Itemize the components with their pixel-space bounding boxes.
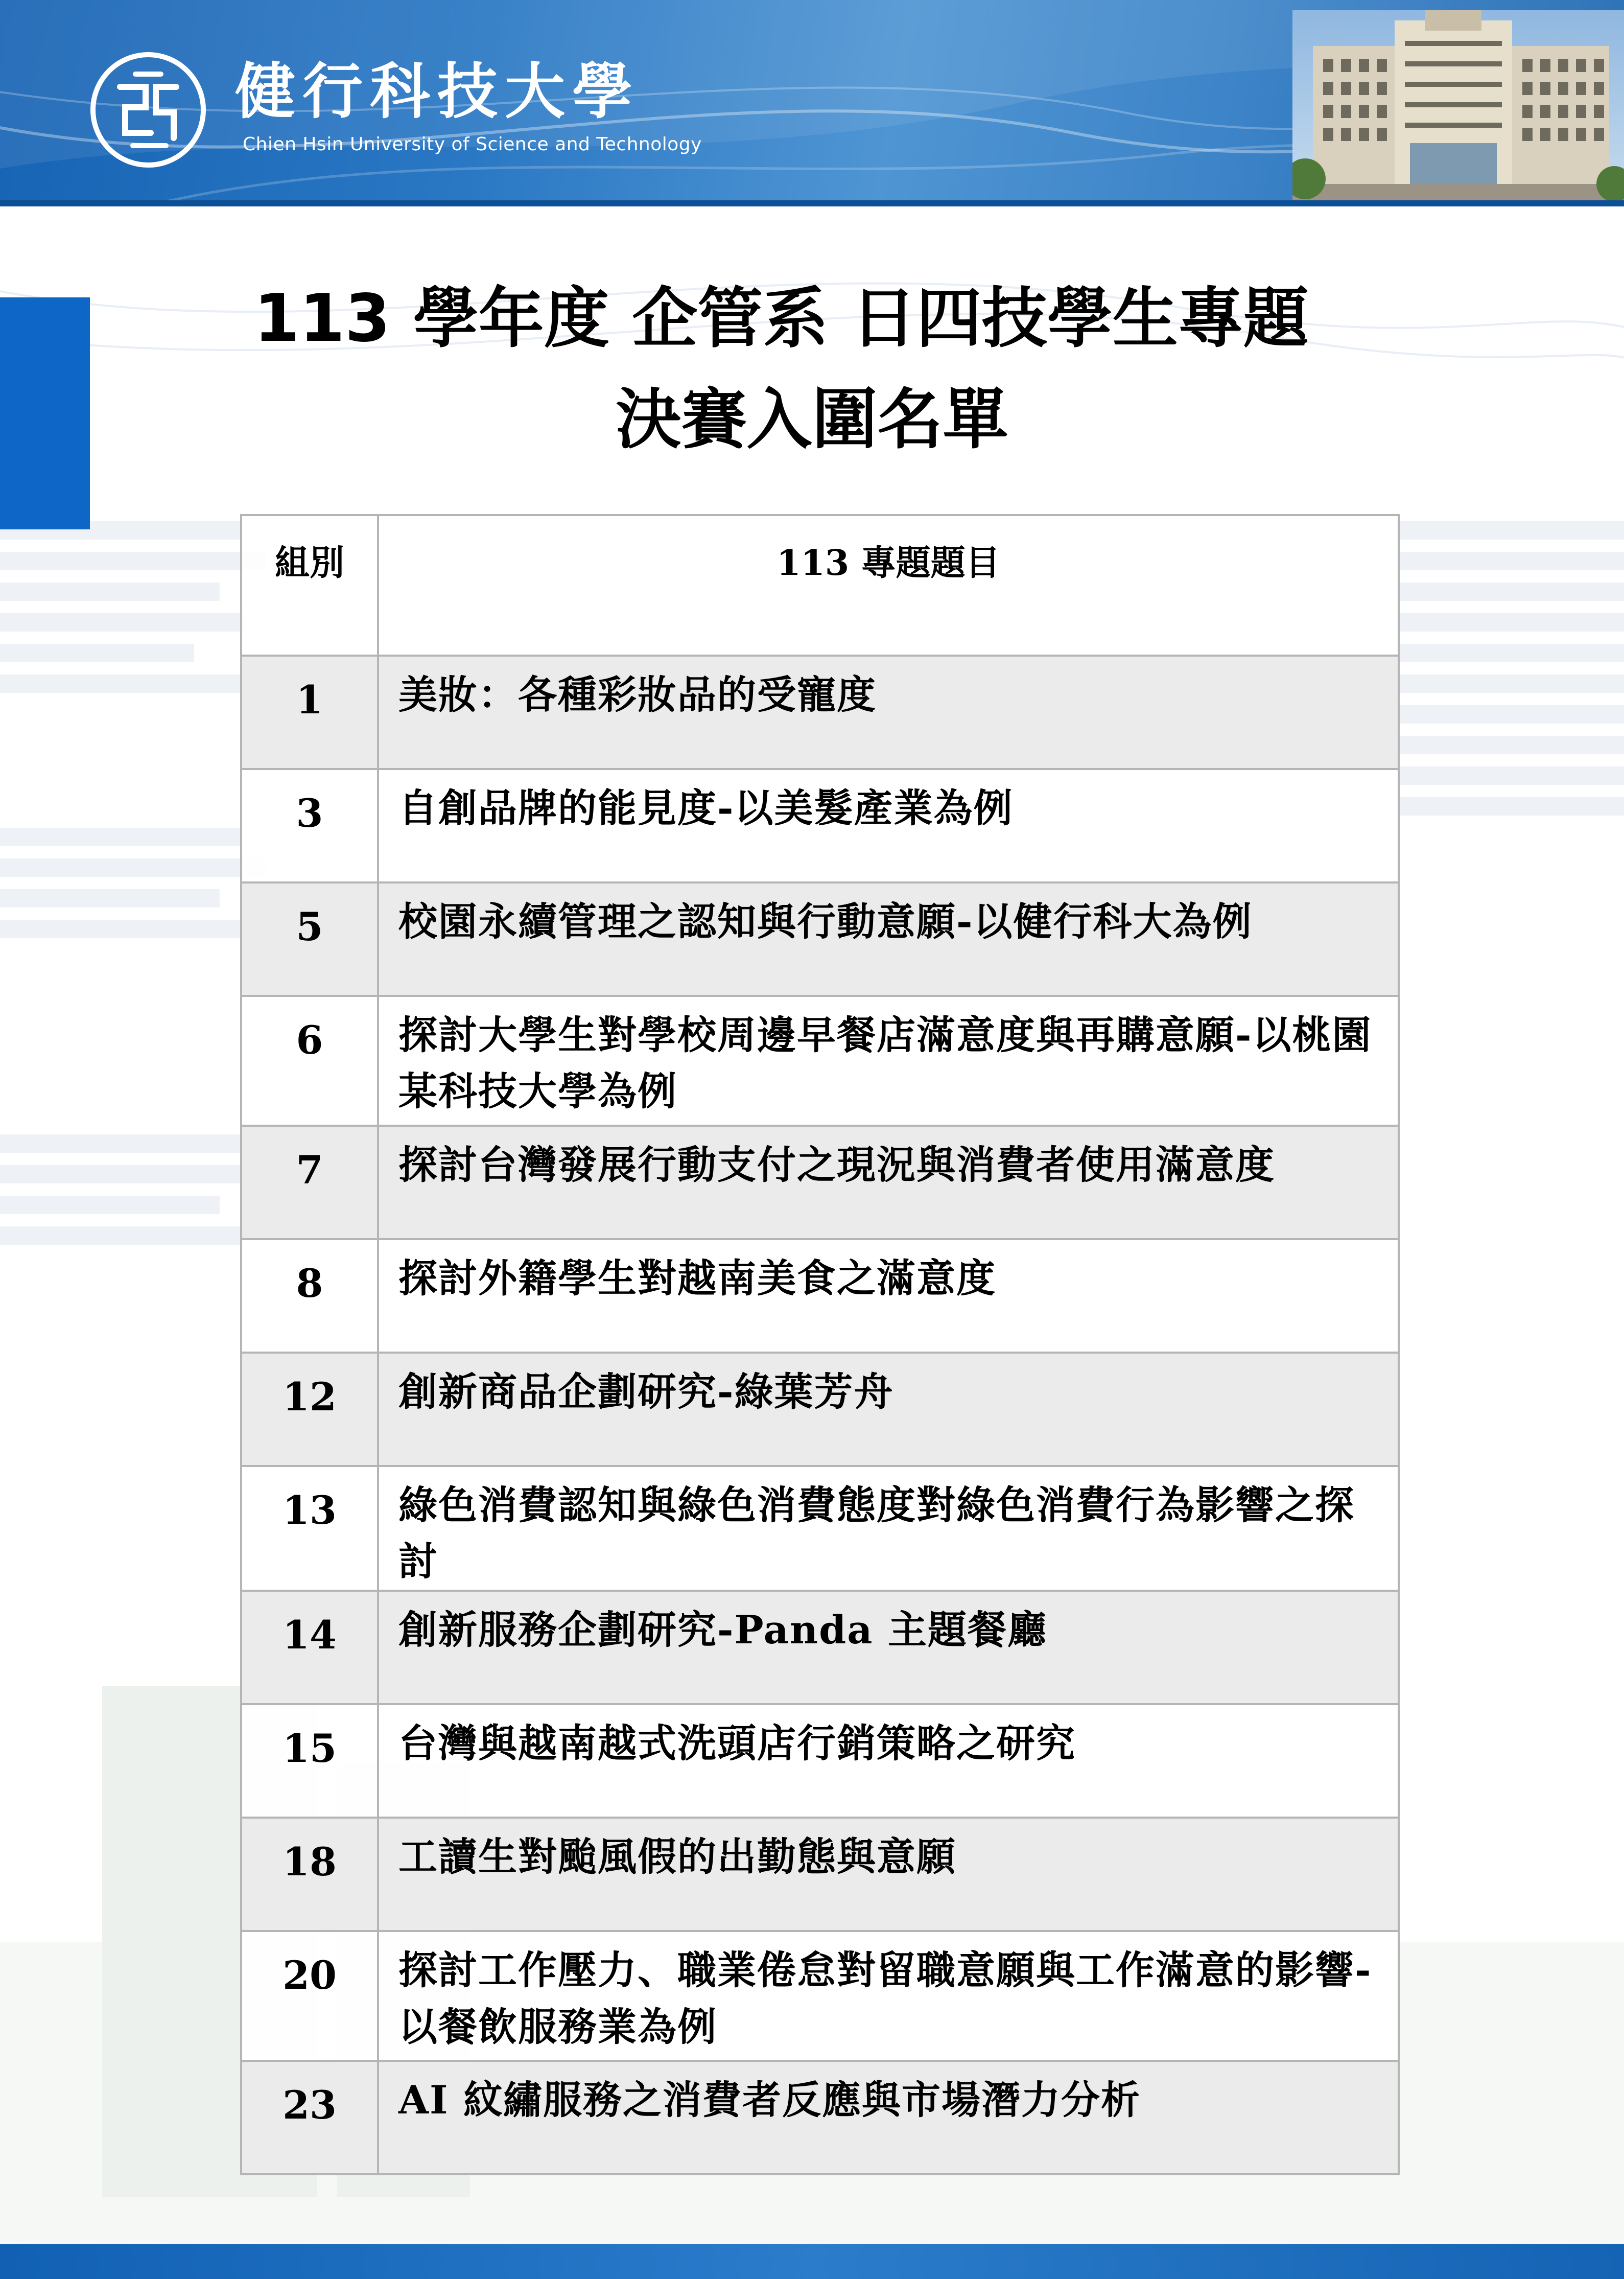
footer-bar: [0, 2244, 1624, 2279]
table-row: [241, 1126, 1399, 1239]
table-row: [241, 1704, 1399, 1818]
group-number: 23: [241, 2061, 378, 2174]
table-row: [241, 1931, 1399, 2061]
table-row: [241, 2061, 1399, 2174]
table-row: [241, 1818, 1399, 1931]
table-row: [241, 656, 1399, 769]
topic-title: 探討工作壓力、職業倦怠對留職意願與工作滿意的影響-以餐飲服務業為例: [378, 1931, 1399, 2061]
building-photo: [1292, 10, 1624, 204]
group-number: 12: [241, 1353, 378, 1466]
topic-title: 創新服務企劃研究-Panda 主題餐廳: [378, 1591, 1399, 1704]
topic-title: 綠色消費認知與綠色消費態度對綠色消費行為影響之探討: [378, 1466, 1399, 1591]
group-number: 18: [241, 1818, 378, 1931]
page-title: 113 學年度 企管系 日四技學生專題: [254, 281, 1309, 357]
header-banner: [0, 0, 1624, 204]
table-row: [241, 769, 1399, 882]
group-number: 20: [241, 1931, 378, 2061]
group-number: 14: [241, 1591, 378, 1704]
group-number: 3: [241, 769, 378, 882]
topic-title: 探討外籍學生對越南美食之滿意度: [378, 1239, 1399, 1353]
topic-title: 台灣與越南越式洗頭店行銷策略之研究: [378, 1704, 1399, 1818]
group-number: 13: [241, 1466, 378, 1591]
topic-title: 美妝：各種彩妝品的受寵度: [378, 656, 1399, 769]
topic-title: 探討台灣發展行動支付之現況與消費者使用滿意度: [378, 1126, 1399, 1239]
page-subtitle: 決賽入圍名單: [616, 382, 1008, 458]
group-number: 15: [241, 1704, 378, 1818]
topic-title: 校園永續管理之認知與行動意願-以健行科大為例: [378, 882, 1399, 996]
table-row: [241, 1353, 1399, 1466]
table-row: [241, 882, 1399, 996]
table-row: [241, 1466, 1399, 1591]
header-group: 組別: [241, 515, 378, 656]
header-topic: 113 專題題目: [378, 515, 1399, 656]
group-number: 5: [241, 882, 378, 996]
topic-title: AI 紋繡服務之消費者反應與市場潛力分析: [378, 2061, 1399, 2174]
university-logo-icon: [89, 51, 207, 169]
group-number: 7: [241, 1126, 378, 1239]
topic-title: 創新商品企劃研究-綠葉芳舟: [378, 1353, 1399, 1466]
table-header-row: [241, 515, 1399, 656]
university-name-chinese: 健行科技大學: [235, 56, 640, 127]
table-row: [241, 996, 1399, 1126]
group-number: 1: [241, 656, 378, 769]
topic-title: 工讀生對颱風假的出勤態與意願: [378, 1818, 1399, 1931]
table-row: [241, 1591, 1399, 1704]
group-number: 6: [241, 996, 378, 1126]
finalists-table: [240, 514, 1400, 2175]
group-number: 8: [241, 1239, 378, 1353]
topic-title: 自創品牌的能見度-以美髮產業為例: [378, 769, 1399, 882]
topic-title: 探討大學生對學校周邊早餐店滿意度與再購意願-以桃園某科技大學為例: [378, 996, 1399, 1126]
table-row: [241, 1239, 1399, 1353]
university-name-english: Chien Hsin University of Science and Technology: [243, 134, 702, 155]
